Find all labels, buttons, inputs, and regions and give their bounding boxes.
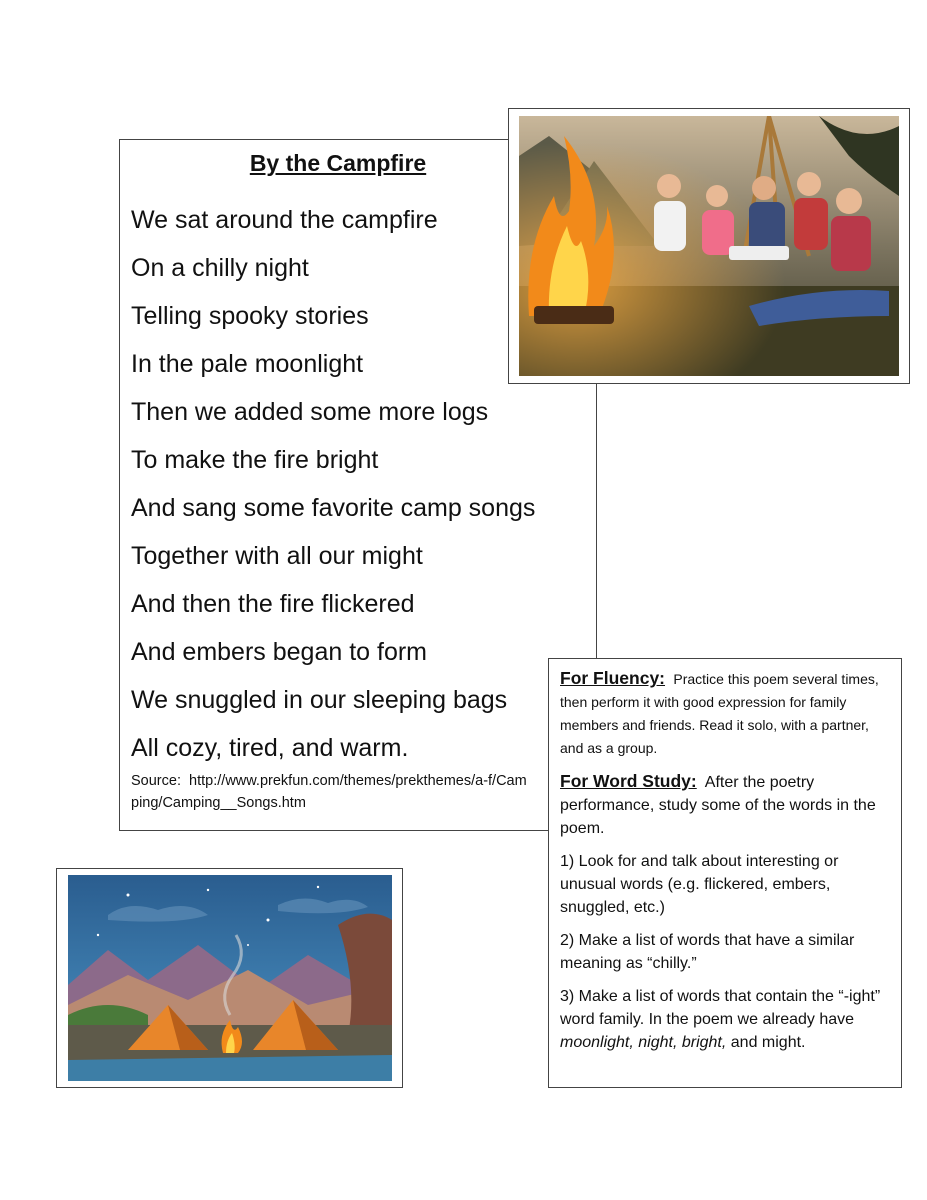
fluency-heading: For Fluency: <box>560 668 666 688</box>
poem-line: Together with all our might <box>131 542 423 570</box>
item-3-words: moonlight, night, bright, <box>560 1034 727 1051</box>
source-url: http://www.prekfun.com/themes/prekthemes/a-f/Camping/Camping__Songs.htm <box>131 773 527 811</box>
poem-line: To make the fire bright <box>131 446 379 474</box>
activity-box <box>548 658 902 1088</box>
poem-line: On a chilly night <box>131 254 309 282</box>
poem-line: We snuggled in our sleeping bags <box>131 686 508 714</box>
poem-line: And then the fire flickered <box>131 590 415 618</box>
item-3-text: 3) Make a list of words that contain the “-ight” word family. In the poem we already have <box>560 988 881 1028</box>
campfire-photo <box>508 108 910 384</box>
word-study-section <box>560 770 890 840</box>
poem-line: And sang some favorite camp songs <box>131 494 536 522</box>
word-study-item-1: 1) Look for and talk about interesting or unusual words (e.g. flickered, embers, snuggled, etc.) <box>560 853 839 916</box>
poem-line: And embers began to form <box>131 638 427 666</box>
poem-line: All cozy, tired, and warm. <box>131 734 409 762</box>
poem-title: By the Campfire <box>249 150 427 176</box>
source-citation <box>131 770 531 814</box>
poem-lines <box>131 196 535 772</box>
poem-line: In the pale moonlight <box>131 350 364 378</box>
item-3-end: and might. <box>730 1034 806 1051</box>
poem-line: Then we added some more logs <box>131 398 489 426</box>
word-study-intro: After the poetry performance, study some of the words in the poem. <box>560 774 876 837</box>
poem-line: We sat around the campfire <box>131 206 438 234</box>
source-label: Source: <box>131 773 181 789</box>
camping-illustration <box>56 868 403 1088</box>
fluency-text: Practice this poem several times, then perform it with good expression for family members and friends. Read it solo, with a partner, and as a group. <box>560 671 879 756</box>
tents-campfire-image <box>68 875 392 1081</box>
kids-around-campfire-image <box>519 116 899 376</box>
fluency-section <box>560 667 890 760</box>
poem-line: Telling spooky stories <box>131 302 369 330</box>
word-study-item-3 <box>560 985 890 1054</box>
word-study-item-2: 2) Make a list of words that have a similar meaning as “chilly.” <box>560 932 855 972</box>
word-study-heading: For Word Study: <box>560 771 697 791</box>
